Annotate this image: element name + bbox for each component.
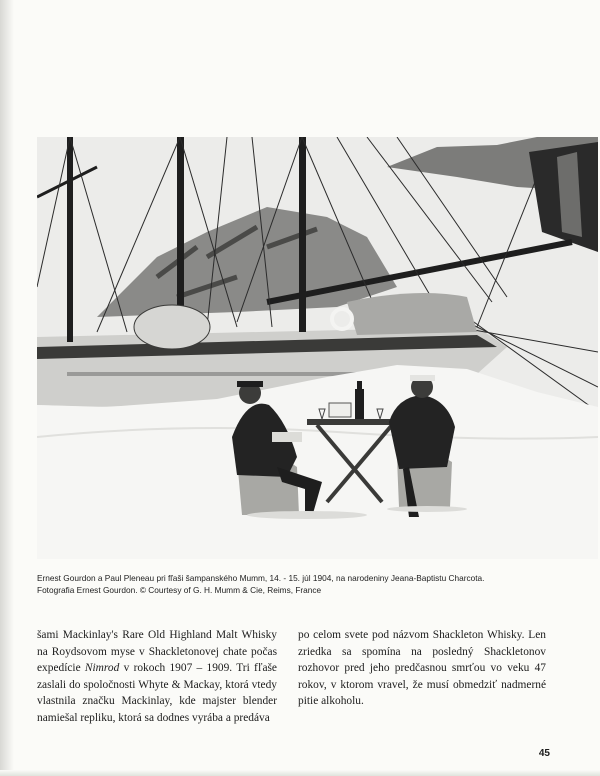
body-column-left — [37, 627, 277, 726]
photo-mast-1 — [67, 137, 73, 342]
body-column-right — [298, 627, 546, 710]
page-gutter-shadow — [0, 0, 14, 776]
body-paragraph-right: po celom svete pod názvom Shackleton Whisky. Len zriedka sa spomína na posledný Shackletonov rozhovor pred jeho predčasnou smrťou vo veku 47 rokov, v ktorom vravel, že musí obmedziť nadmerné pitie alkoholu. — [298, 629, 546, 707]
expedition-name: Nimrod — [84, 662, 120, 674]
photo-deck-boat — [134, 305, 210, 349]
page-number: 45 — [538, 748, 550, 759]
caption-line-2: Fotografia Ernest Gourdon. © Courtesy of G. H. Mumm & Cie, Reims, France — [37, 585, 322, 595]
caption-line-1: Ernest Gourdon a Paul Pleneau pri fľaši šampanského Mumm, 14. - 15. júl 1904, na narodeniny Jeana-Baptistu Charcota. — [37, 573, 485, 583]
photo-mast-3 — [299, 137, 306, 332]
body-paragraph-left — [37, 627, 277, 726]
photo-champagne-bottle — [355, 389, 364, 419]
body-left-text-b: v rokoch 1907 – 1909. Tri fľaše zaslali do spoločnosti Whyte & Mackay, ktorá vtedy vlastnila značku Mackinlay, kde majster blender namiešal repliku, ktorá sa dodnes vyrába a predáva — [37, 662, 277, 724]
page-bottom-edge — [0, 770, 600, 776]
photo-caption — [37, 572, 557, 596]
body-left-text-a: šami Mackinlay's Rare Old Highland Malt Whisky na Roydsovom myse v Shackletonovej chate počas expedície — [37, 629, 277, 674]
expedition-photograph — [37, 137, 598, 559]
